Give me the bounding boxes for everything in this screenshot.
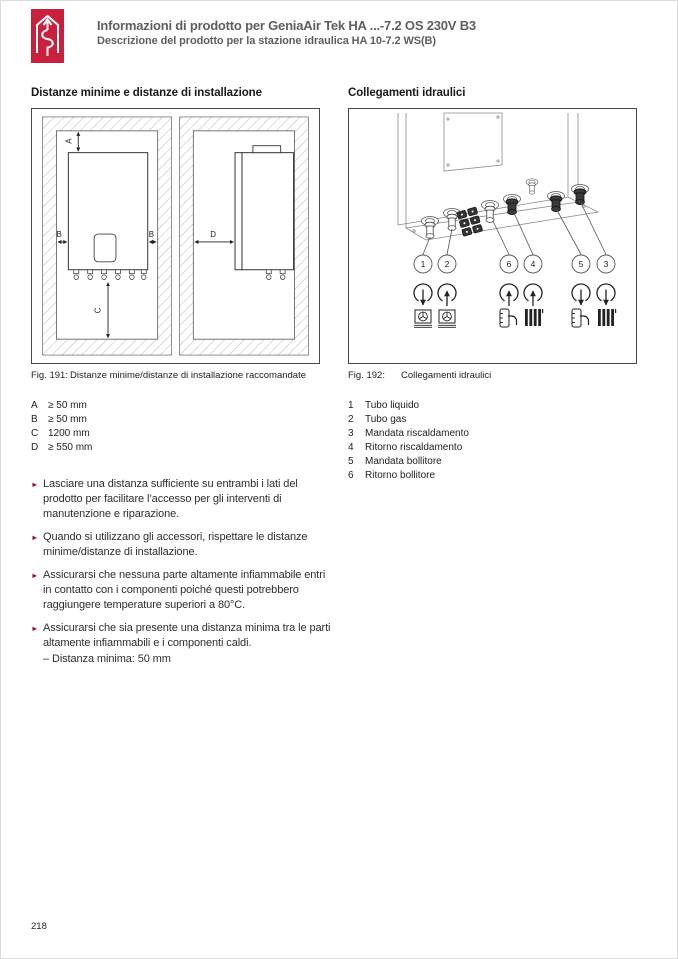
connection-legend bbox=[348, 399, 637, 483]
legend-number: 3 bbox=[348, 428, 354, 439]
left-section-heading: Distanze minime e distanze di installazione bbox=[31, 87, 262, 99]
bullet-arrow-icon: ► bbox=[31, 624, 39, 633]
figure-192-caption bbox=[348, 370, 637, 381]
legend-number: 1 bbox=[348, 400, 354, 411]
legend-label: Ritorno bollitore bbox=[365, 470, 436, 481]
figure-191-clearances bbox=[31, 108, 320, 364]
header-titles bbox=[97, 9, 476, 47]
radiator-icon bbox=[598, 309, 616, 326]
house-arrow-logo-icon bbox=[31, 9, 64, 63]
dimension-value: 1200 mm bbox=[48, 428, 90, 439]
legend-row bbox=[348, 469, 637, 483]
dimension-value: ≥ 50 mm bbox=[48, 400, 87, 411]
figure-191-caption bbox=[31, 370, 320, 381]
legend-number: 2 bbox=[348, 414, 354, 425]
brand-logo bbox=[31, 9, 64, 63]
connection-number: 3 bbox=[603, 259, 609, 269]
dim-label-b-left: B bbox=[56, 229, 62, 239]
bullet-arrow-icon: ► bbox=[31, 533, 39, 542]
two-column-layout bbox=[1, 87, 677, 675]
bullet-text: Assicurarsi che nessuna parte altamente infiammabile entri in contatto con i componenti poiché questi potrebbero raggiungere temperature superiori a 80°C. bbox=[43, 569, 326, 611]
bullet-text: Quando si utilizzano gli accessori, rispettare le distanze minime/distanze di installazione. bbox=[43, 531, 308, 558]
dimension-value: ≥ 550 mm bbox=[48, 442, 93, 453]
bullet-text bbox=[43, 621, 331, 667]
dimension-row bbox=[31, 399, 320, 413]
page-title: Informazioni di prodotto per GeniaAir Tek HA ...-7.2 OS 230V B3 bbox=[97, 18, 476, 33]
figure-191-caption-text: Distanze minime/distanze di installazione raccomandate bbox=[69, 370, 307, 381]
legend-label: Ritorno riscaldamento bbox=[365, 442, 463, 453]
bullet-item bbox=[31, 530, 331, 560]
dim-label-a: A bbox=[64, 138, 74, 144]
legend-label: Mandata riscaldamento bbox=[365, 428, 469, 439]
cylinder-icon bbox=[500, 309, 517, 327]
figure-192-caption-label: Fig. 192: bbox=[348, 370, 385, 381]
bullet-sub-item: – Distanza minima: 50 mm bbox=[43, 653, 171, 665]
connection-number: 1 bbox=[420, 259, 426, 269]
legend-label: Tubo gas bbox=[365, 414, 407, 425]
bullet-item bbox=[31, 568, 331, 613]
legend-row bbox=[348, 455, 637, 469]
outdoor-unit-icon bbox=[414, 310, 432, 327]
dimension-key: A bbox=[31, 400, 38, 411]
hydraulic-connections-diagram bbox=[349, 109, 636, 363]
bullet-arrow-icon: ► bbox=[31, 480, 39, 489]
dimension-row bbox=[31, 427, 320, 441]
left-column bbox=[31, 87, 331, 675]
flow-direction-icons bbox=[414, 284, 615, 306]
outdoor-unit-icon bbox=[438, 310, 456, 327]
figure-192-caption-text: Collegamenti idraulici bbox=[400, 370, 492, 381]
dimension-value: ≥ 50 mm bbox=[48, 414, 87, 425]
connection-number: 2 bbox=[444, 259, 450, 269]
bullet-item bbox=[31, 477, 331, 522]
right-section-heading: Collegamenti idraulici bbox=[348, 87, 466, 99]
legend-row bbox=[348, 413, 637, 427]
clearance-diagram bbox=[32, 109, 319, 363]
legend-row bbox=[348, 399, 637, 413]
legend-number: 6 bbox=[348, 470, 354, 481]
dimension-key-list bbox=[31, 399, 320, 455]
connection-number: 5 bbox=[578, 259, 584, 269]
cylinder-icon bbox=[572, 309, 589, 327]
connection-number-badges bbox=[414, 255, 615, 273]
bullet-text-main: Assicurarsi che sia presente una distanza minima tra le parti altamente infiammabili e i componenti caldi. bbox=[43, 622, 331, 649]
dim-label-d: D bbox=[210, 229, 216, 239]
dimension-key: D bbox=[31, 442, 39, 453]
dimension-row bbox=[31, 413, 320, 427]
bullet-item bbox=[31, 621, 331, 667]
page-number: 218 bbox=[31, 921, 47, 932]
instruction-bullets bbox=[31, 477, 331, 667]
bullet-text: Lasciare una distanza sufficiente su entrambi i lati del prodotto per facilitare l’accesso per gli interventi di manutenzione e riparazione. bbox=[43, 478, 298, 520]
right-column bbox=[348, 87, 637, 675]
legend-number: 4 bbox=[348, 442, 354, 453]
figure-192-hydraulic-connections bbox=[348, 108, 637, 364]
connection-number: 4 bbox=[530, 259, 536, 269]
figure-191-caption-label: Fig. 191: bbox=[31, 370, 68, 381]
page-subtitle: Descrizione del prodotto per la stazione idraulica HA 10-7.2 WS(B) bbox=[97, 35, 436, 47]
bullet-arrow-icon: ► bbox=[31, 571, 39, 580]
connection-number: 6 bbox=[506, 259, 512, 269]
dimension-key: C bbox=[31, 428, 39, 439]
legend-row bbox=[348, 441, 637, 455]
dim-label-b-right: B bbox=[148, 229, 155, 239]
legend-label: Tubo liquido bbox=[365, 400, 420, 411]
radiator-icon bbox=[525, 309, 543, 326]
dimension-row bbox=[31, 441, 320, 455]
dim-label-c: C bbox=[93, 307, 103, 314]
page-header bbox=[1, 1, 677, 63]
legend-label: Mandata bollitore bbox=[365, 456, 442, 467]
legend-number: 5 bbox=[348, 456, 354, 467]
legend-row bbox=[348, 427, 637, 441]
dimension-key: B bbox=[31, 414, 38, 425]
